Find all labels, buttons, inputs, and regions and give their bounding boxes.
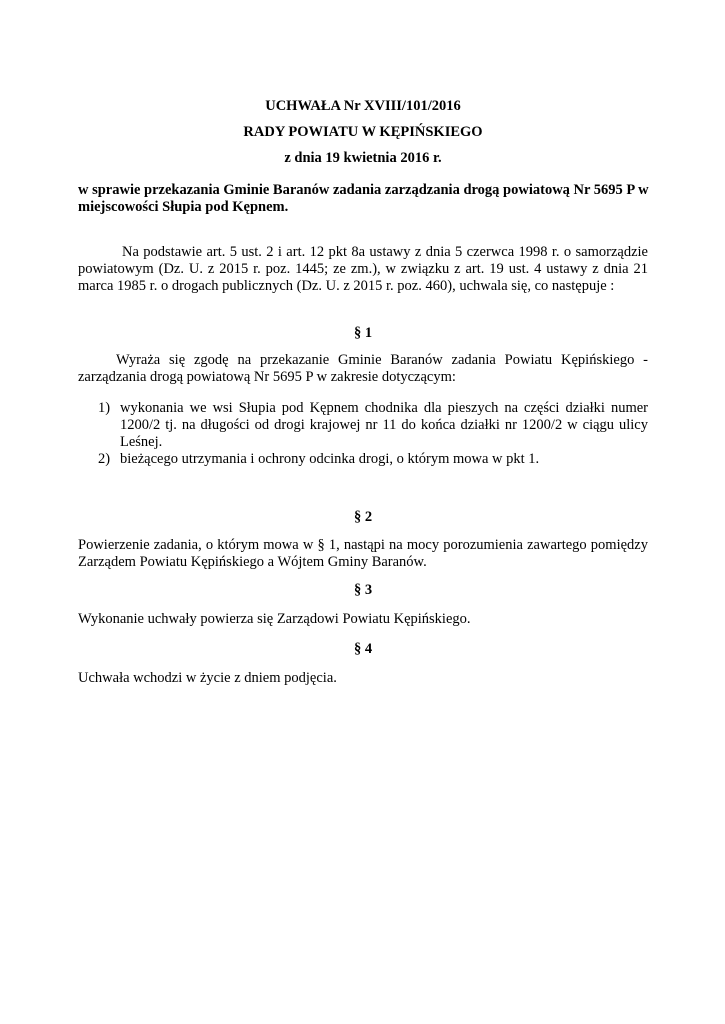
- section-3-body: [78, 611, 648, 628]
- section-1-list: [98, 400, 648, 468]
- list-item-text: wykonania we wsi Słupia pod Kępnem chodnika dla pieszych na części działki numer 1200/2 tj. na długości od drogi krajowej nr 11 do końca działki nr 1200/2 w ciągu ulicy Leśnej.: [120, 400, 648, 450]
- resolution-date: z dnia 19 kwietnia 2016 r.: [284, 150, 442, 166]
- resolution-number: UCHWAŁA Nr XVIII/101/2016: [265, 98, 461, 114]
- section-3-text: Wykonanie uchwały powierza się Zarządowi Powiatu Kępińskiego.: [78, 611, 471, 627]
- section-4-title: § 4: [353, 641, 373, 657]
- document-header: [78, 93, 648, 171]
- legal-basis-text: Na podstawie art. 5 ust. 2 i art. 12 pkt 8a ustawy z dnia 5 czerwca 1998 r. o samorządzie powiatowym (Dz. U. z 2015 r. poz. 1445; ze zm.), w związku z art. 19 ust. 4 ustawy z dnia 21 marca 1985 r. o drogach publicznych (Dz. U. z 2015 r. poz. 460), uchwala się, co następuje :: [78, 244, 648, 294]
- section-4-text: Uchwała wchodzi w życie z dniem podjęcia.: [78, 670, 337, 686]
- list-item-text: bieżącego utrzymania i ochrony odcinka drogi, o którym mowa w pkt 1.: [120, 451, 540, 467]
- legal-basis: [78, 244, 648, 295]
- section-4-body: [78, 670, 648, 687]
- list-item-number: 1): [98, 400, 111, 416]
- list-item: [98, 451, 648, 468]
- section-1-title: § 1: [353, 325, 373, 341]
- list-item-number: 2): [98, 451, 111, 467]
- section-2-text: Powierzenie zadania, o którym mowa w § 1, nastąpi na mocy porozumienia zawartego pomiędzy Zarządem Powiatu Kępińskiego a Wójtem Gminy Baranów.: [78, 537, 648, 570]
- council-name: RADY POWIATU W KĘPIŃSKIEGO: [243, 124, 483, 140]
- section-2-title: § 2: [353, 509, 373, 525]
- section-2-body: [78, 537, 648, 571]
- section-3-title: § 3: [353, 582, 373, 598]
- section-1-body: [78, 352, 648, 386]
- section-1-text: Wyraża się zgodę na przekazanie Gminie Baranów zadania Powiatu Kępińskiego - zarządzania drogą powiatową Nr 5695 P w zakresie dotyczącym:: [78, 352, 648, 385]
- resolution-subject: w sprawie przekazania Gminie Baranów zadania zarządzania drogą powiatową Nr 5695 P w miejscowości Słupia pod Kępnem.: [78, 182, 649, 215]
- list-item: [98, 400, 648, 451]
